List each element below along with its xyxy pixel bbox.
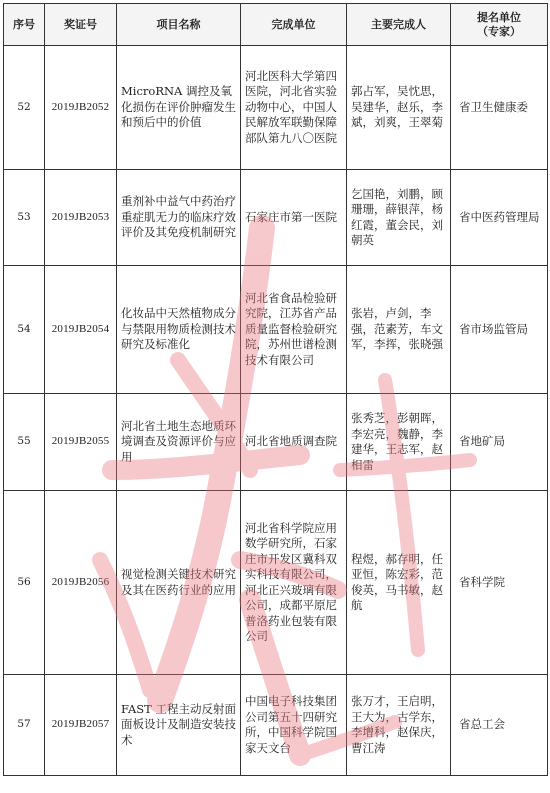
- cell-project: 化妆品中天然植物成分与禁限用物质检测技术研究及标准化: [117, 266, 241, 394]
- cell-project: 视觉检测关键技术研究及其在医药行业的应用: [117, 491, 241, 675]
- cell-people: 张万才，王启明，王大为，古学东，李增科，赵保庆，曹江涛: [347, 675, 451, 776]
- table-row: [4, 491, 548, 675]
- cell-unit: 中国电子科技集团公司第五十四研究所，中国科学院国家天文台: [241, 675, 347, 776]
- cell-code: 2019JB2055: [45, 394, 117, 491]
- table-row: [4, 675, 548, 776]
- cell-project: 河北省土地生态地质环境调查及资源评价与应用: [117, 394, 241, 491]
- cell-code: 2019JB2056: [45, 491, 117, 675]
- cell-no: 55: [4, 394, 45, 491]
- cell-nominator: 省地矿局: [451, 394, 548, 491]
- cell-code: 2019JB2057: [45, 675, 117, 776]
- cell-unit: 河北省科学院应用数学研究所，石家庄市开发区冀科双实科技有限公司，河北正兴玻璃有限公司，成都平原尼普洛药业包装有限公司: [241, 491, 347, 675]
- cell-nominator: 省中医药管理局: [451, 170, 548, 266]
- cell-no: 57: [4, 675, 45, 776]
- header-nominator: [451, 4, 548, 46]
- cell-people: 乞国艳，刘鹏，顾珊珊，薛银萍，杨红霞，董会民，刘朝英: [347, 170, 451, 266]
- cell-no: 56: [4, 491, 45, 675]
- header-nominator-line1: 提名单位: [477, 10, 521, 24]
- award-table: [3, 3, 548, 776]
- award-table-page: [3, 3, 547, 790]
- cell-code: 2019JB2052: [45, 46, 117, 170]
- cell-code: 2019JB2054: [45, 266, 117, 394]
- cell-people: 程煜，郝存明，任亚恒，陈宏彩，范俊英，马书敏，赵航: [347, 491, 451, 675]
- cell-project: MicroRNA 调控及氧化损伤在评价肿瘤发生和预后中的价值: [117, 46, 241, 170]
- header-people: 主要完成人: [347, 4, 451, 46]
- cell-nominator: 省科学院: [451, 491, 548, 675]
- table-body: [4, 46, 548, 776]
- cell-project: 重剂补中益气中药治疗重症肌无力的临床疗效评价及其免疫机制研究: [117, 170, 241, 266]
- cell-nominator: 省总工会: [451, 675, 548, 776]
- header-project: 项目名称: [117, 4, 241, 46]
- cell-nominator: 省卫生健康委: [451, 46, 548, 170]
- cell-people: 张秀芝，彭朝晖，李宏亮，魏静，李建华，王志军，赵相雷: [347, 394, 451, 491]
- cell-unit: 河北省地质调查院: [241, 394, 347, 491]
- cell-unit: 河北医科大学第四医院，河北省实验动物中心，中国人民解放军联勤保障部队第九八〇医院: [241, 46, 347, 170]
- cell-project: FAST 工程主动反射面面板设计及制造安装技术: [117, 675, 241, 776]
- cell-no: 54: [4, 266, 45, 394]
- header-code: 奖证号: [45, 4, 117, 46]
- header-no: 序号: [4, 4, 45, 46]
- cell-nominator: 省市场监管局: [451, 266, 548, 394]
- table-row: [4, 170, 548, 266]
- cell-code: 2019JB2053: [45, 170, 117, 266]
- cell-people: 张岩，卢剑，李强，范素芳，车文军，李挥，张晓强: [347, 266, 451, 394]
- cell-people: 郭占军，吴忱思，吴建华，赵乐，李斌，刘爽，王翠菊: [347, 46, 451, 170]
- header-nominator-line2: （专家）: [477, 24, 521, 38]
- cell-unit: 石家庄市第一医院: [241, 170, 347, 266]
- cell-no: 52: [4, 46, 45, 170]
- table-row: [4, 46, 548, 170]
- cell-unit: 河北省食品检验研究院，江苏省产品质量监督检验研究院，苏州世谱检测技术有限公司: [241, 266, 347, 394]
- table-header: [4, 4, 548, 46]
- table-row: [4, 266, 548, 394]
- header-unit: 完成单位: [241, 4, 347, 46]
- table-row: [4, 394, 548, 491]
- cell-no: 53: [4, 170, 45, 266]
